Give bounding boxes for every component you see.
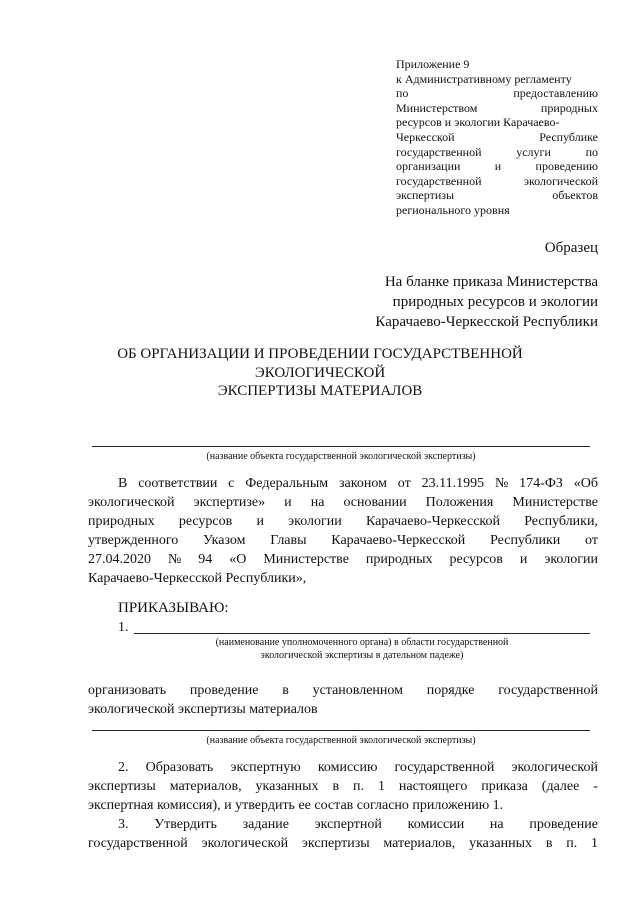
authority-name-line: [134, 633, 590, 634]
authority-caption: [134, 636, 590, 662]
word: экологии: [288, 514, 342, 529]
preamble-paragraph: [88, 474, 598, 588]
item-3-paragraph: [88, 815, 598, 853]
text-line: [396, 159, 598, 174]
text-line: [88, 512, 598, 531]
word: экспертизы: [301, 836, 370, 851]
word: по: [585, 144, 598, 159]
object-name-line: [92, 446, 590, 447]
word: комиссии: [407, 817, 465, 832]
word: материалов,: [383, 836, 456, 851]
order-word: ПРИКАЗЫВАЮ:: [118, 600, 229, 616]
word: в: [282, 683, 289, 698]
word: Министерством: [396, 100, 478, 115]
word: «Об: [573, 476, 598, 491]
word: услуги: [516, 144, 551, 159]
word: проведение: [529, 817, 598, 832]
word: экспертную: [230, 760, 301, 775]
word: государственной: [88, 836, 188, 851]
word: экспертизе»: [193, 495, 266, 510]
word: соответствии: [138, 476, 218, 491]
word: 27.04.2020: [88, 552, 151, 567]
word: (далее: [541, 779, 580, 794]
word: 3.: [118, 817, 129, 832]
word: экспертизы: [396, 188, 455, 203]
materials-name-line: [92, 730, 590, 731]
word: от: [585, 533, 598, 548]
word: приказа: [481, 779, 528, 794]
word: государственной: [394, 760, 495, 775]
word: указанных: [469, 836, 533, 851]
caption-line: экологической экспертизы в дательном падеже): [260, 650, 464, 661]
word: по: [396, 86, 409, 101]
word: Республики,: [524, 514, 598, 529]
text-line: [88, 777, 598, 796]
word: комиссию: [317, 760, 378, 775]
word: утвержденного: [88, 533, 179, 548]
text-line: [396, 145, 598, 160]
text-line: [88, 474, 598, 493]
word: «О: [229, 552, 247, 567]
word: №: [167, 552, 182, 567]
text-line: [396, 188, 598, 203]
word: природных: [88, 514, 155, 529]
word: Утвердить: [154, 817, 217, 832]
word: и: [494, 159, 502, 174]
word: -: [593, 779, 598, 794]
word: Образовать: [145, 760, 214, 775]
item-2-paragraph: [88, 758, 598, 815]
text-line: Карачаево-Черкесской Республики»,: [88, 571, 307, 586]
word: Республики: [490, 533, 561, 548]
word: проведение: [189, 683, 259, 698]
blank-note-line: На бланке приказа Министерства: [384, 274, 598, 290]
word: государственной: [498, 683, 598, 698]
word: экологической: [88, 495, 175, 510]
word: Карачаево-Черкесской: [331, 533, 466, 548]
word: 174-ФЗ: [519, 476, 563, 491]
word: Главы: [270, 533, 307, 548]
word: организации: [396, 159, 461, 174]
word: государственной: [396, 144, 482, 159]
word: установленном: [312, 683, 404, 698]
appendix-block: [396, 57, 598, 218]
word: указанных: [255, 779, 319, 794]
item-1-number: 1.: [118, 620, 129, 635]
blank-note: [298, 272, 598, 332]
word: Министерстве: [512, 495, 598, 510]
word: 23.11.1995: [421, 476, 485, 491]
title-line: ЭКСПЕРТИЗЫ МАТЕРИАЛОВ: [217, 383, 423, 399]
word: Министерстве: [263, 552, 349, 567]
word: 2.: [118, 760, 129, 775]
word: в: [332, 779, 340, 794]
word: и: [519, 552, 528, 567]
document-title: [0, 345, 640, 401]
word: с: [228, 476, 235, 491]
text-line: Приложение 9: [396, 57, 470, 71]
text-line: [396, 115, 598, 130]
object-name-caption: (название объекта государственной экологической экспертизы): [206, 451, 476, 462]
word: государственной: [396, 173, 482, 188]
text-line: [396, 174, 598, 189]
word: организовать: [88, 683, 167, 698]
word: №: [494, 476, 509, 491]
word: Положения: [425, 495, 494, 510]
text-line: [396, 101, 598, 116]
word: законом: [339, 476, 387, 491]
text-line: [88, 834, 598, 853]
word: п.: [353, 779, 365, 794]
word: 1: [377, 779, 385, 794]
word: Черкесской: [396, 129, 455, 144]
text-line: [88, 815, 598, 834]
blank-note-line: Карачаево-Черкесской Республики: [375, 314, 598, 330]
word: основании: [343, 495, 407, 510]
sample-label: Образец: [544, 240, 598, 256]
word: объектов: [552, 188, 598, 203]
word: экологической: [523, 173, 598, 188]
text-line: [88, 493, 598, 512]
word: и: [256, 514, 264, 529]
word: 1: [591, 836, 598, 851]
title-line: ЭКОЛОГИЧЕСКОЙ: [254, 364, 386, 381]
word: Федеральным: [245, 476, 329, 491]
caption-line: (наименование уполномоченного органа) в области государственной: [215, 637, 509, 648]
text-line: [396, 130, 598, 145]
text-line: [88, 758, 598, 777]
text-line: [88, 550, 598, 569]
word: Карачаево-Черкесской: [365, 514, 500, 529]
text-line: [396, 86, 598, 101]
blank-note-line: природных ресурсов и экологии: [392, 294, 598, 310]
word: на: [489, 817, 504, 832]
word: порядке: [426, 683, 475, 698]
word: ресурсов и экологии Карачаево-: [396, 115, 560, 130]
word: п.: [566, 836, 578, 851]
word: экологической: [511, 760, 598, 775]
word: Указом: [203, 533, 246, 548]
word: экологической: [201, 836, 289, 851]
word: 94: [198, 552, 213, 567]
word: проведению: [535, 159, 598, 174]
word: В: [118, 476, 128, 491]
word: настоящего: [398, 779, 468, 794]
text-line: экспертная комиссия), и утвердить ее состав согласно приложению 1.: [88, 798, 504, 813]
text-line: [88, 681, 598, 700]
word: ресурсов: [178, 514, 233, 529]
word: экологии: [544, 552, 598, 567]
word: от: [397, 476, 411, 491]
word: природных: [365, 552, 433, 567]
text-line: экологической экспертизы материалов: [88, 702, 318, 717]
text-line: [88, 531, 598, 550]
word: экспертной: [314, 817, 382, 832]
text-line: регионального уровня: [396, 202, 510, 217]
word: и: [284, 495, 292, 510]
word: ресурсов: [449, 552, 503, 567]
word: материалов,: [169, 779, 242, 794]
word: в: [545, 836, 553, 851]
word: экспертизы: [88, 779, 156, 794]
word: предоставлению: [513, 86, 598, 101]
word: задание: [242, 817, 289, 832]
word: природных: [540, 100, 598, 115]
title-line: ОБ ОРГАНИЗАЦИИ И ПРОВЕДЕНИИ ГОСУДАРСТВЕННОЙ: [117, 346, 523, 362]
organize-paragraph: [88, 681, 598, 719]
word: Республике: [539, 129, 598, 144]
word: на: [310, 495, 325, 510]
text-line: к Административному регламенту: [396, 71, 572, 86]
materials-name-caption: (название объекта государственной экологической экспертизы): [206, 735, 476, 746]
